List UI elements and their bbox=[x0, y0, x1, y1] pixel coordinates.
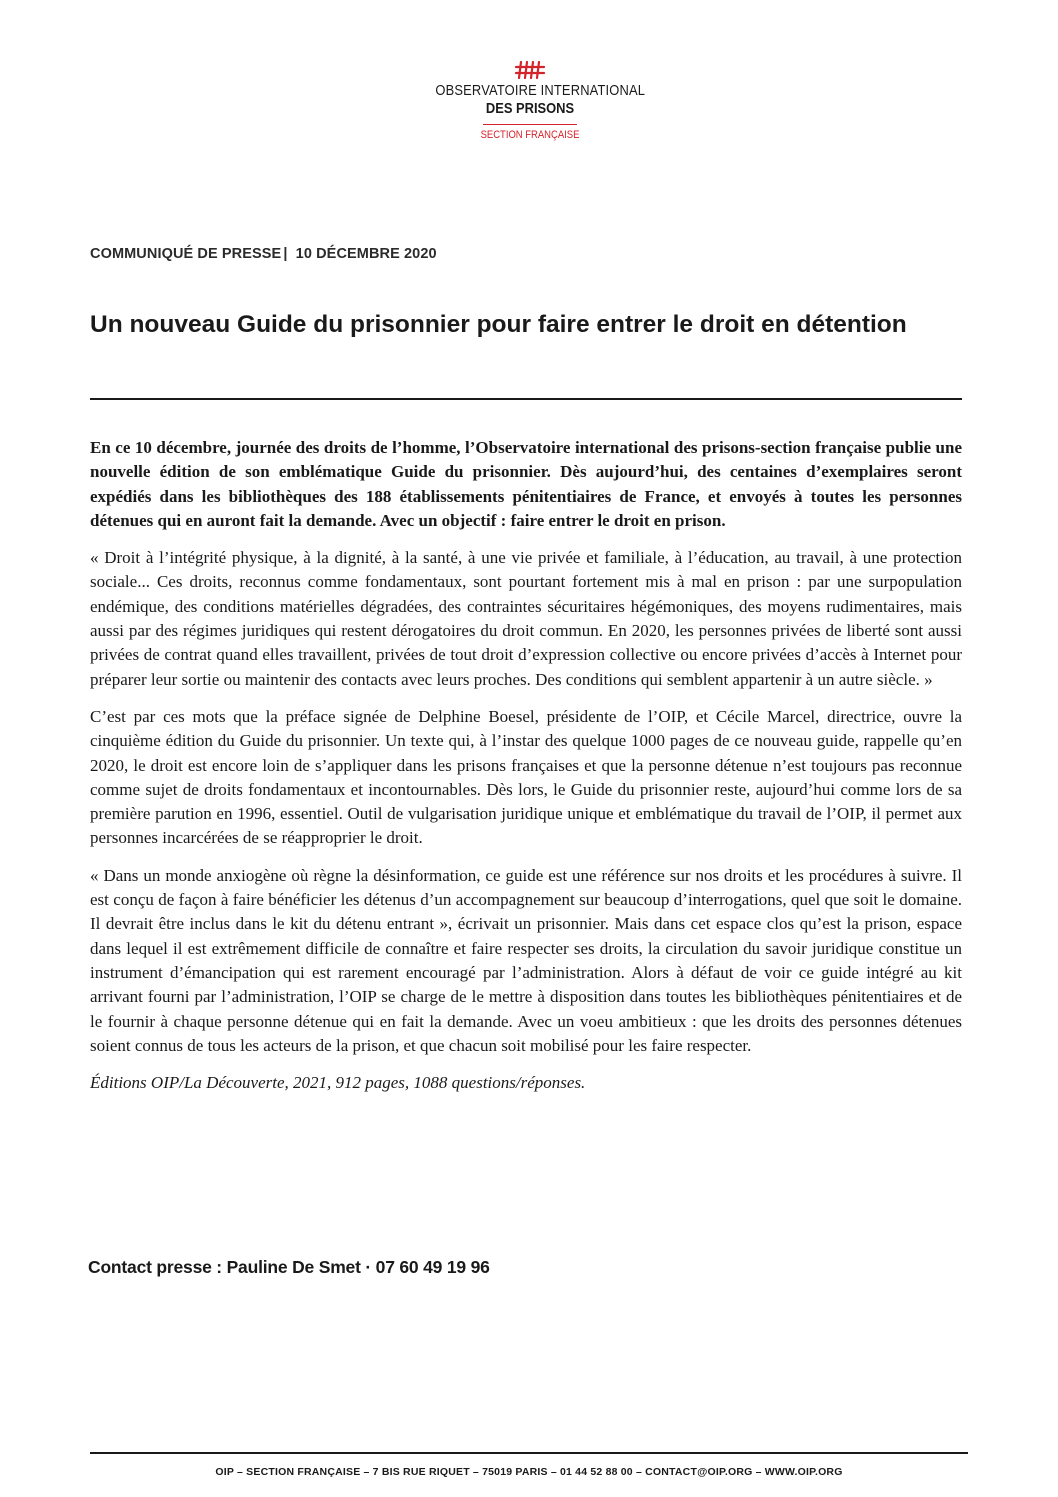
body-paragraph-2: C’est par ces mots que la préface signée de Delphine Boesel, présidente de l’OIP, et Cécile Marcel, directrice, ouvre la cinquième édition du Guide du prisonnier. Un texte qui, à l’instar des quelque 1000 pages de ce nouveau guide, rappelle qu’en 2020, le droit est encore loin de s’appliquer dans les prisons françaises et que la personne détenue n’est toujours pas reconnue comme sujet de droits fondamentaux et incontournables. Dès lors, le Guide du prisonnier reste, aujourd’hui comme lors de sa première parution en 1996, essentiel. Outil de vulgarisation juridique unique et emblématique du travail de l’OIP, il permet aux personnes incarcérées de se réapproprier le droit. bbox=[90, 706, 962, 848]
logo-title-line1: OBSERVATOIRE INTERNATIONAL bbox=[435, 82, 646, 99]
press-release-kicker bbox=[90, 246, 437, 262]
kicker-separator: | bbox=[283, 246, 288, 262]
footer-address: OIP – SECTION FRANÇAISE – 7 BIS RUE RIQUET – 75019 PARIS – 01 44 52 88 00 – CONTACT@OIP.ORG – WWW.OIP.ORG bbox=[215, 1466, 843, 1478]
oip-logo bbox=[420, 60, 646, 142]
body-paragraph-1: « Droit à l’intégrité physique, à la dignité, à la santé, à une vie privée et familiale, à l’éducation, au travail, à une protection sociale... Ces droits, reconnus comme fondamentaux, sont pourtant fortement mis à mal en prison : par une surpopulation endémique, des conditions matérielles dégradées, des contraintes sécuritaires hégémoniques, des moyens rudimentaires, mais aussi par des régimes juridiques qui restent dérogatoires du droit commun. En 2020, les personnes privées de liberté sont aussi privées de contrat quand elles travaillent, privées de tout droit d’expression collective ou encore privées d’accès à Internet pour préparer leur sortie ou maintenir des contacts avec leurs proches. Des conditions qui semblent appartenir à un autre siècle. » bbox=[90, 548, 962, 689]
lede-paragraph: En ce 10 décembre, journée des droits de l’homme, l’Observatoire international des prisons-section française publie une nouvelle édition de son emblématique Guide du prisonnier. Dès aujourd’hui, des centaines d’exemplaires seront expédiés dans les bibliothèques des 188 établissements pénitentiaires de France, et envoyés à toutes les personnes détenues qui en auront fait la demande. Avec un objectif : faire entrer le droit en prison. bbox=[90, 438, 962, 530]
logo-subtitle: SECTION FRANÇAISE bbox=[480, 129, 580, 141]
prison-bars-icon bbox=[510, 60, 550, 80]
document-type: COMMUNIQUÉ DE PRESSE bbox=[90, 246, 282, 262]
logo-title-line2: DES PRISONS bbox=[485, 100, 575, 117]
logo-divider bbox=[483, 124, 577, 125]
header-divider bbox=[90, 398, 962, 400]
release-date: 10 DÉCEMBRE 2020 bbox=[295, 246, 437, 262]
page-title: Un nouveau Guide du prisonnier pour faire entrer le droit en détention bbox=[90, 311, 907, 338]
publication-citation: Éditions OIP/La Découverte, 2021, 912 pages, 1088 questions/réponses. bbox=[90, 1073, 586, 1093]
footer-divider bbox=[90, 1452, 968, 1454]
press-contact: Contact presse : Pauline De Smet · 07 60 49 19 96 bbox=[88, 1257, 490, 1277]
article-body bbox=[90, 436, 962, 1108]
body-paragraph-3: « Dans un monde anxiogène où règne la désinformation, ce guide est une référence sur nos droits et les procédures à suivre. Il est conçu de façon à faire bénéficier les détenus d’un accompagnement sur beaucoup d’interrogations, quel que soit le domaine. Il devrait être inclus dans le kit du détenu entrant », écrivait un prisonnier. Mais dans cet espace clos qu’est la prison, espace dans lequel il est extrêmement difficile de connaître et faire respecter ses droits, la circulation du savoir juridique constitue un instrument d’émancipation qui est rarement encouragé par l’administration. Alors à défaut de voir ce guide intégré au kit arrivant fourni par l’administration, l’OIP se charge de le mettre à disposition dans toutes les bibliothèques pénitentiaires et de le fournir à chaque personne détenue qui en fait la demande. Avec un voeu ambitieux : que les droits des personnes détenues soient connus de tous les acteurs de la prison, et que chacun soit mobilisé pour les faire respecter. bbox=[90, 865, 962, 1055]
